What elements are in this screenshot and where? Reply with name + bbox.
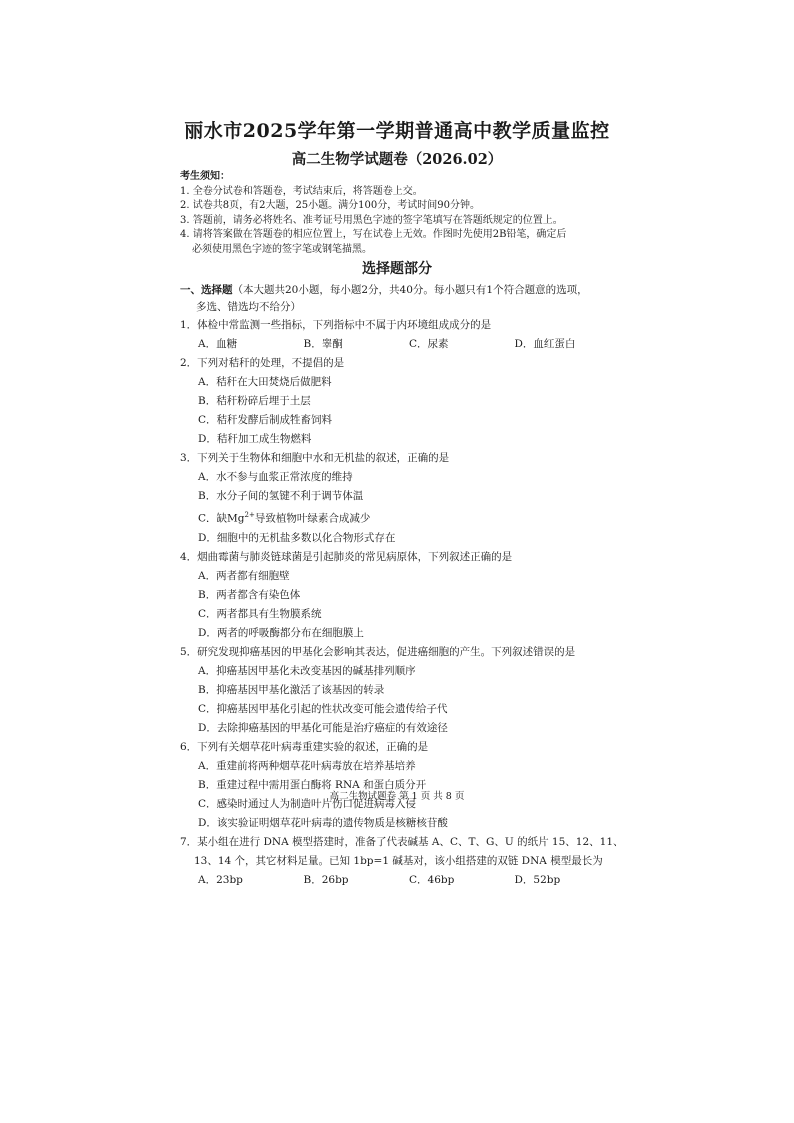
option: A．重建前将两种烟草花叶病毒放在培养基培养 (198, 759, 416, 772)
option: A．秸秆在大田焚烧后做肥料 (198, 376, 332, 388)
notice-item: 1. 全卷分试卷和答题卷，考试结束后，将答题卷上交。 (180, 185, 423, 197)
option-grid (180, 373, 620, 449)
option: D．两者的呼吸酶都分布在细胞膜上 (198, 626, 364, 639)
option: D．秸秆加工成生物燃料 (198, 433, 312, 445)
option: A．血糖 (198, 338, 238, 350)
option: A．23bp (198, 873, 243, 886)
question-stem: 4．烟曲霉菌与肺炎链球菌是引起肺炎的常见病原体，下列叙述正确的是 (180, 550, 513, 563)
option: A．抑癌基因甲基化未改变基因的碱基排列顺序 (198, 664, 416, 677)
notice-heading: 考生须知： (180, 171, 230, 182)
option-grid (180, 567, 620, 643)
notice-item-continuation: 必须使用黑色字迹的签字笔或钢笔描黑。 (192, 243, 372, 255)
option-row (180, 335, 620, 354)
option: B．重建过程中需用蛋白酶将 RNA 和蛋白质分开 (198, 778, 427, 791)
option: C．感染时通过人为制造叶片伤口促进病毒入侵 (198, 797, 417, 810)
option: C．抑癌基因甲基化引起的性状改变可能会遗传给子代 (198, 702, 448, 715)
option: B．26bp (303, 873, 349, 886)
question-stem: 5．研究发现抑癌基因的甲基化会影响其表达，促进癌细胞的产生。下列叙述错误的是 (180, 645, 576, 658)
candidate-notice (180, 170, 620, 257)
option: B．秸秆粉碎后埋于土层 (198, 395, 311, 407)
option: C．尿素 (409, 338, 449, 350)
question-list (180, 316, 624, 890)
option: D．去除抑癌基因的甲基化可能是治疗癌症的有效途径 (198, 721, 448, 734)
part-description-cont: 多选、错选均不给分） (196, 301, 301, 313)
option: D．细胞中的无机盐多数以化合物形式存在 (198, 531, 396, 544)
option: B．两者都含有染色体 (198, 588, 301, 601)
exam-title: 丽水市2025学年第一学期普通高中教学质量监控 (184, 120, 610, 142)
part-lead: 一、选择题 (180, 284, 233, 296)
question-stem: 3．下列关于生物体和细胞中水和无机盐的叙述，正确的是 (180, 452, 450, 464)
question-stem: 2．下列对秸秆的处理，不提倡的是 (180, 357, 345, 369)
option-row (180, 871, 620, 890)
option-text: 导致植物叶绿素合成减少 (254, 512, 371, 525)
question-stem: 1．体检中常监测一些指标，下列指标中不属于内环境组成成分的是 (180, 319, 492, 331)
option (198, 506, 620, 529)
notice-item: 3. 答题前，请务必将姓名、准考证号用黑色字迹的签字笔填写在答题纸规定的位置上。 (180, 214, 563, 226)
part-intro (180, 282, 620, 316)
section-title: 选择题部分 (362, 261, 432, 277)
option: D．52bp (514, 873, 561, 886)
option: C．46bp (409, 873, 455, 886)
question-stem: 7．某小组在进行 DNA 模型搭建时，准备了代表碱基 A、C、T、G、U 的纸片 15、12、11、 (180, 835, 624, 848)
option-text: C．缺 (198, 512, 228, 525)
part-description: （本大题共20小题，每小题2分，共40分。每小题只有1个符合题意的选项， (232, 284, 588, 296)
option: C．秸秆发酵后制成牲畜饲料 (198, 414, 333, 426)
question-stem: 6．下列有关烟草花叶病毒重建实验的叙述，正确的是 (180, 740, 429, 753)
option: C．两者都具有生物膜系统 (198, 607, 322, 620)
option-list (180, 468, 620, 548)
option: B．水分子间的氢键不利于调节体温 (198, 490, 364, 502)
notice-item: 2. 试卷共8页，有2大题，25小题。满分100分，考试时间90分钟。 (180, 200, 480, 211)
option: A．水不参与血浆正常浓度的维持 (198, 471, 353, 483)
option: B．抑癌基因甲基化激活了该基因的转录 (198, 683, 385, 696)
page-footer: 高二生物试题卷 第 1 页 共 8 页 (329, 791, 465, 802)
ion-charge: 2+ (244, 511, 255, 519)
exam-subtitle: 高二生物学试题卷（2026.02） (291, 151, 503, 168)
question-stem-cont: 13、14 个，其它材料足量。已知 1bp=1 碱基对，该小组搭建的双链 DNA 模型最长为 (194, 854, 603, 867)
ion-symbol: Mg (227, 512, 245, 525)
option: B．睾酮 (303, 338, 343, 350)
option: A．两者都有细胞壁 (198, 569, 290, 582)
option-list (180, 662, 620, 738)
notice-item: 4. 请将答案做在答题卷的相应位置上，写在试卷上无效。作图时先使用2B铅笔，确定后 (180, 229, 567, 240)
option: D．血红蛋白 (514, 338, 576, 350)
option: D．该实验证明烟草花叶病毒的遗传物质是核糖核苷酸 (198, 816, 448, 829)
